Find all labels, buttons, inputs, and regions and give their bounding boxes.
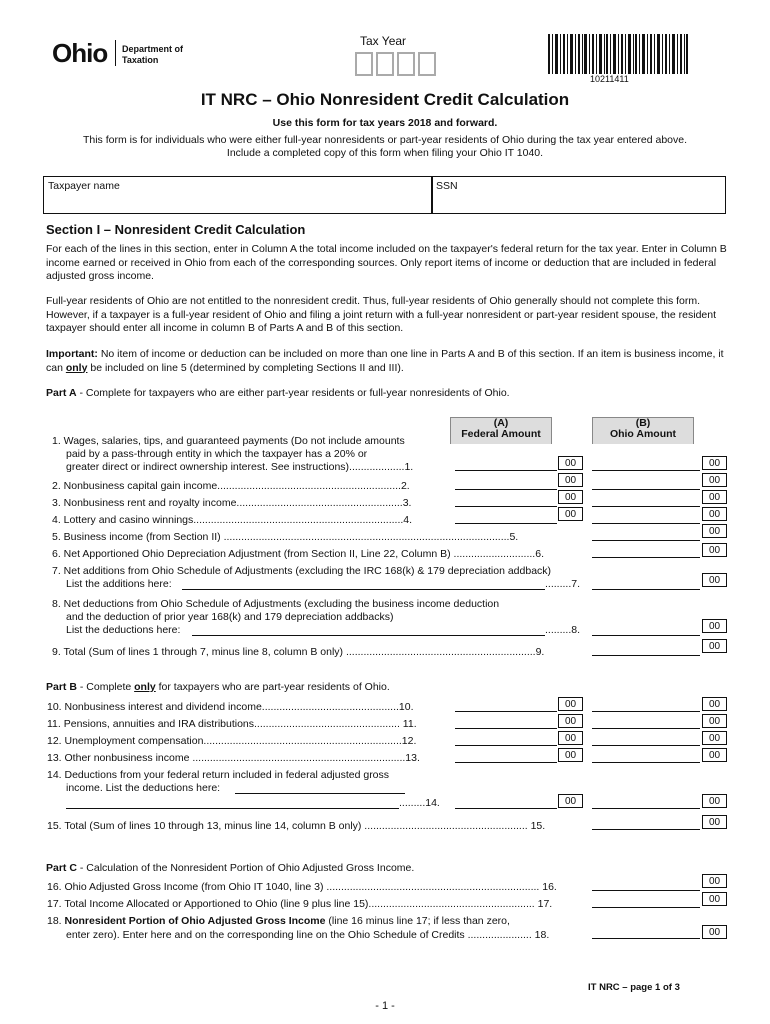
line-14-deductions-field-a[interactable] [235, 793, 405, 794]
line-11-col-a-cents[interactable]: 00 [558, 714, 583, 728]
line-13-col-b-cents[interactable]: 00 [702, 748, 727, 762]
line-16-text: 16. Ohio Adjusted Gross Income (from Ohio IT 1040, line 3) ......................................................................... 16. [47, 881, 557, 893]
line-14-col-a-field[interactable] [455, 808, 557, 809]
line-11-text: 11. Pensions, annuities and IRA distributions.................................................. 11. [47, 718, 417, 730]
line-13-col-a-field[interactable] [455, 762, 557, 763]
line-8-text-b: and the deduction of prior year 168(k) and 179 depreciation addbacks) [66, 611, 394, 623]
part-a-label: Part A [46, 387, 77, 399]
column-a-letter: (A) [493, 417, 509, 429]
line-1-col-a-field[interactable] [455, 470, 557, 471]
line-17-col-b-field[interactable] [592, 907, 700, 908]
line-7-text-c: .........7. [545, 578, 581, 590]
part-c-label: Part C [46, 862, 77, 874]
part-b-heading [46, 681, 728, 695]
line-10-text: 10. Nonbusiness interest and dividend income...............................................10. [47, 701, 414, 713]
important-only: only [65, 361, 88, 374]
line-4-col-b-cents[interactable]: 00 [702, 507, 727, 521]
line-6-col-b-field[interactable] [592, 557, 700, 558]
tax-year-digit-box[interactable] [355, 52, 373, 76]
column-b-title: Ohio Amount [609, 428, 677, 440]
ohio-logo: Ohio [52, 38, 108, 68]
line-5-col-b-field[interactable] [592, 540, 700, 541]
section-1-paragraph-1: For each of the lines in this section, enter in Column A the total income included on the taxpayer's federal return for the tax year. Enter in Column B income earned or received in Ohio from each of the corresponding sources. Only report items of income or deduction that are included in federal adjusted gross income. [46, 243, 727, 282]
line-4-col-a-cents[interactable]: 00 [558, 507, 583, 521]
line-9-col-b-field[interactable] [592, 655, 700, 656]
column-a-title: Federal Amount [461, 428, 541, 440]
line-5-col-b-cents[interactable]: 00 [702, 524, 727, 538]
tax-year-digit-box[interactable] [397, 52, 415, 76]
line-11-col-a-field[interactable] [455, 728, 557, 729]
line-10-col-a-field[interactable] [455, 711, 557, 712]
taxpayer-info-box [43, 176, 726, 214]
tax-year-digit-box[interactable] [376, 52, 394, 76]
line-4-col-a-field[interactable] [455, 523, 557, 524]
department-name [122, 44, 183, 66]
line-7-text-b: List the additions here: [66, 578, 172, 590]
line-14-deductions-field-b[interactable] [66, 808, 399, 809]
barcode-number: 10211411 [590, 74, 629, 84]
line-6-text: 6. Net Apportioned Ohio Depreciation Adjustment (from Section II, Line 22, Column B) ............................6. [52, 548, 544, 560]
line-14-text-a: 14. Deductions from your federal return included in federal adjusted gross [47, 769, 390, 781]
line-8-text-d: .........8. [545, 624, 581, 636]
line-8-deductions-field[interactable] [192, 635, 545, 636]
line-3-col-a-cents[interactable]: 00 [558, 490, 583, 504]
line-12-col-a-field[interactable] [455, 745, 557, 746]
column-b-header [592, 417, 694, 444]
line-2-col-a-field[interactable] [455, 489, 557, 490]
line-13-text: 13. Other nonbusiness income .........................................................................13. [47, 752, 420, 764]
page-number: - 1 - [375, 1000, 395, 1012]
important-text-1: No item of income or deduction can be included on more than one line in Parts A and B of this section. If an item is business income, it can [46, 348, 724, 374]
line-13-col-b-field[interactable] [592, 762, 700, 763]
ssn-label: SSN [436, 180, 458, 192]
line-15-col-b-field[interactable] [592, 829, 700, 830]
line-17-text: 17. Total Income Allocated or Apportioned to Ohio (line 9 plus line 15)......................................................... 17. [47, 898, 553, 910]
important-note [46, 348, 728, 375]
part-b-label: Part B [46, 681, 77, 693]
line-2-col-a-cents[interactable]: 00 [558, 473, 583, 487]
important-text-2: be included on line 5 (determined by completing Sections II and III). [87, 361, 404, 374]
line-8-col-b-field[interactable] [592, 635, 700, 636]
barcode-icon [548, 34, 688, 74]
line-12-text: 12. Unemployment compensation....................................................................12. [47, 735, 417, 747]
line-2-text: 2. Nonbusiness capital gain income...............................................................2. [52, 480, 410, 492]
dept-line-1: Department of [122, 44, 184, 54]
line-18-number: 18. [47, 915, 65, 927]
line-10-col-b-field[interactable] [592, 711, 700, 712]
line-18-rest: (line 16 minus line 17; if less than zero, [325, 915, 510, 927]
line-7-col-b-field[interactable] [592, 589, 700, 590]
line-18-text-b: enter zero). Enter here and on the corresponding line on the Ohio Schedule of Credits ...................... 18. [66, 929, 550, 941]
line-1-text-b: paid by a pass-through entity in which the taxpayer has a 20% or [66, 448, 368, 460]
part-b-text-2: for taxpayers who are part-year residents of Ohio. [155, 681, 390, 693]
line-15-col-b-cents[interactable]: 00 [702, 815, 727, 829]
line-13-col-a-cents[interactable]: 00 [558, 748, 583, 762]
intro-line-2: Include a completed copy of this form when filing your Ohio IT 1040. [226, 147, 544, 159]
part-a-text: - Complete for taxpayers who are either part-year residents or full-year nonresidents of Ohio. [76, 387, 510, 399]
line-7-col-b-cents[interactable]: 00 [702, 573, 727, 587]
dept-line-2: Taxation [122, 55, 159, 65]
part-a-heading [46, 387, 728, 401]
line-18-col-b-cents[interactable]: 00 [702, 925, 727, 939]
logo-divider [115, 40, 116, 66]
line-11-col-b-cents[interactable]: 00 [702, 714, 727, 728]
tax-year-input[interactable] [355, 52, 436, 76]
line-14-text-c: .........14. [399, 797, 440, 809]
line-12-col-b-cents[interactable]: 00 [702, 731, 727, 745]
line-16-col-b-cents[interactable]: 00 [702, 874, 727, 888]
part-c-text: - Calculation of the Nonresident Portion of Ohio Adjusted Gross Income. [76, 862, 415, 874]
line-12-col-a-cents[interactable]: 00 [558, 731, 583, 745]
form-subtitle: Use this form for tax years 2018 and forward. [272, 117, 498, 129]
line-7-additions-field[interactable] [182, 589, 545, 590]
form-intro [40, 134, 730, 160]
line-12-col-b-field[interactable] [592, 745, 700, 746]
line-10-col-b-cents[interactable]: 00 [702, 697, 727, 711]
line-3-col-b-field[interactable] [592, 506, 700, 507]
line-10-col-a-cents[interactable]: 00 [558, 697, 583, 711]
line-3-col-a-field[interactable] [455, 506, 557, 507]
line-8-text-c: List the deductions here: [66, 624, 181, 636]
page-label: IT NRC – page 1 of 3 [588, 982, 680, 993]
line-16-col-b-field[interactable] [592, 890, 700, 891]
line-8-col-b-cents[interactable]: 00 [702, 619, 727, 633]
form-title: IT NRC – Ohio Nonresident Credit Calculation [200, 90, 570, 109]
line-2-col-b-cents[interactable]: 00 [702, 473, 727, 487]
line-17-col-b-cents[interactable]: 00 [702, 892, 727, 906]
line-1-col-b-cents[interactable]: 00 [702, 456, 727, 470]
line-18-text-a [47, 915, 510, 928]
section-1-title: Section I – Nonresident Credit Calculation [46, 222, 306, 237]
column-a-header [450, 417, 552, 444]
line-5-text: 5. Business income (from Section II) ..................................................................................................5. [52, 531, 519, 543]
intro-line-1: This form is for individuals who were either full-year nonresidents or part-year residents of Ohio during the tax year entered above. [82, 134, 688, 146]
part-c-heading [46, 862, 728, 876]
line-4-col-b-field[interactable] [592, 523, 700, 524]
line-2-col-b-field[interactable] [592, 489, 700, 490]
taxpayer-box-divider [431, 177, 433, 213]
part-b-only: only [134, 681, 156, 693]
taxpayer-name-label: Taxpayer name [48, 180, 120, 192]
line-15-text: 15. Total (Sum of lines 10 through 13, minus line 14, column B only) ........................................................ 15. [47, 820, 546, 832]
line-6-col-b-cents[interactable]: 00 [702, 543, 727, 557]
line-9-text: 9. Total (Sum of lines 1 through 7, minus line 8, column B only) .................................................................9. [52, 646, 545, 658]
important-label: Important: [46, 348, 98, 360]
line-9-col-b-cents[interactable]: 00 [702, 639, 727, 653]
tax-year-digit-box[interactable] [418, 52, 436, 76]
line-14-col-b-field[interactable] [592, 808, 700, 809]
line-18-bold: Nonresident Portion of Ohio Adjusted Gross Income [64, 915, 326, 927]
line-1-text-a: 1. Wages, salaries, tips, and guaranteed payments (Do not include amounts [52, 435, 405, 447]
line-11-col-b-field[interactable] [592, 728, 700, 729]
line-14-col-a-cents[interactable]: 00 [558, 794, 583, 808]
line-1-text-c: greater direct or indirect ownership interest. See instructions)...................1. [66, 461, 414, 473]
column-b-letter: (B) [635, 417, 651, 429]
line-14-text-b: income. List the deductions here: [66, 782, 221, 794]
section-1-paragraph-2: Full-year residents of Ohio are not entitled to the nonresident credit. Thus, full-year residents of Ohio generally should not complete this form. However, if a taxpayer is a full-year resident of Ohio and filing a joint return with a full-year nonresident or part-year resident spouse, the resident taxpayer should enter all income in column B of Parts A and B of this section. [46, 295, 717, 334]
line-8-text-a: 8. Net deductions from Ohio Schedule of Adjustments (excluding the business income deduction [52, 598, 500, 610]
line-7-text-a: 7. Net additions from Ohio Schedule of Adjustments (excluding the IRC 168(k) & 179 depreciation addback) [52, 565, 552, 577]
part-b-text-1: - Complete [76, 681, 135, 693]
line-1-col-b-field[interactable] [592, 470, 700, 471]
line-4-text: 4. Lottery and casino winnings........................................................................4. [52, 514, 413, 526]
line-1-col-a-cents[interactable]: 00 [558, 456, 583, 470]
tax-year-label: Tax Year [360, 34, 407, 48]
line-14-col-b-cents[interactable]: 00 [702, 794, 727, 808]
line-3-col-b-cents[interactable]: 00 [702, 490, 727, 504]
line-18-col-b-field[interactable] [592, 938, 700, 939]
line-3-text: 3. Nonbusiness rent and royalty income.........................................................3. [52, 497, 412, 509]
